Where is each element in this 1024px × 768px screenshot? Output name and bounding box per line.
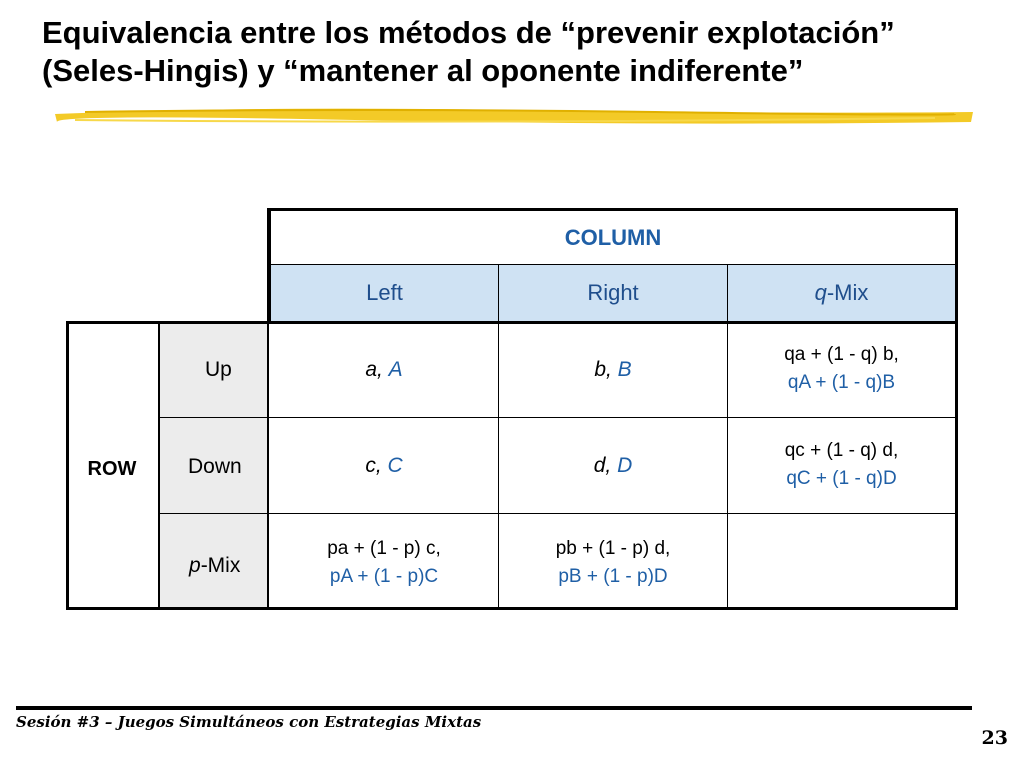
column-player-header xyxy=(268,208,958,265)
col-left-header: Left xyxy=(366,280,403,305)
col-right-header: Right xyxy=(587,280,639,305)
row-up-label: Up xyxy=(205,358,232,381)
cell-pmix-right: pb + (1 - p) d, pB + (1 - p)D xyxy=(555,538,671,587)
column-header-label: COLUMN xyxy=(564,225,662,250)
highlighter-stroke xyxy=(55,100,975,130)
footer-rule xyxy=(16,706,972,710)
divider xyxy=(267,208,269,610)
cell-down-left: c, C xyxy=(365,453,403,477)
title-line-2: (Seles-Hingis) y “mantener al oponente indiferente” xyxy=(42,53,804,88)
cell-pmix-left: pa + (1 - p) c, pA + (1 - p)C xyxy=(327,538,441,587)
page-number: 23 xyxy=(981,727,1008,749)
cell-up-right: b, B xyxy=(594,358,632,381)
slide-title xyxy=(42,14,1002,90)
footer-session: Sesión #3 – Juegos Simultáneos con Estrategias Mixtas xyxy=(16,713,482,731)
cell-up-left: a, A xyxy=(365,358,403,381)
divider xyxy=(160,513,958,514)
col-qmix-header: q -Mix xyxy=(814,280,869,305)
cell-up-qmix: qa + (1 - q) b, qA + (1 - q)B xyxy=(784,344,899,393)
title-line-1: Equivalencia entre los métodos de “prevenir explotación” xyxy=(42,15,895,50)
row-down-label: Down xyxy=(188,455,242,478)
row-pmix-label: p -Mix xyxy=(189,554,241,577)
cell-down-qmix: qc + (1 - q) d, qC + (1 - q)D xyxy=(784,440,899,489)
row-player-header: ROW xyxy=(87,457,137,480)
divider xyxy=(268,264,958,265)
divider xyxy=(158,321,160,610)
cell-down-right: d, D xyxy=(593,453,633,477)
